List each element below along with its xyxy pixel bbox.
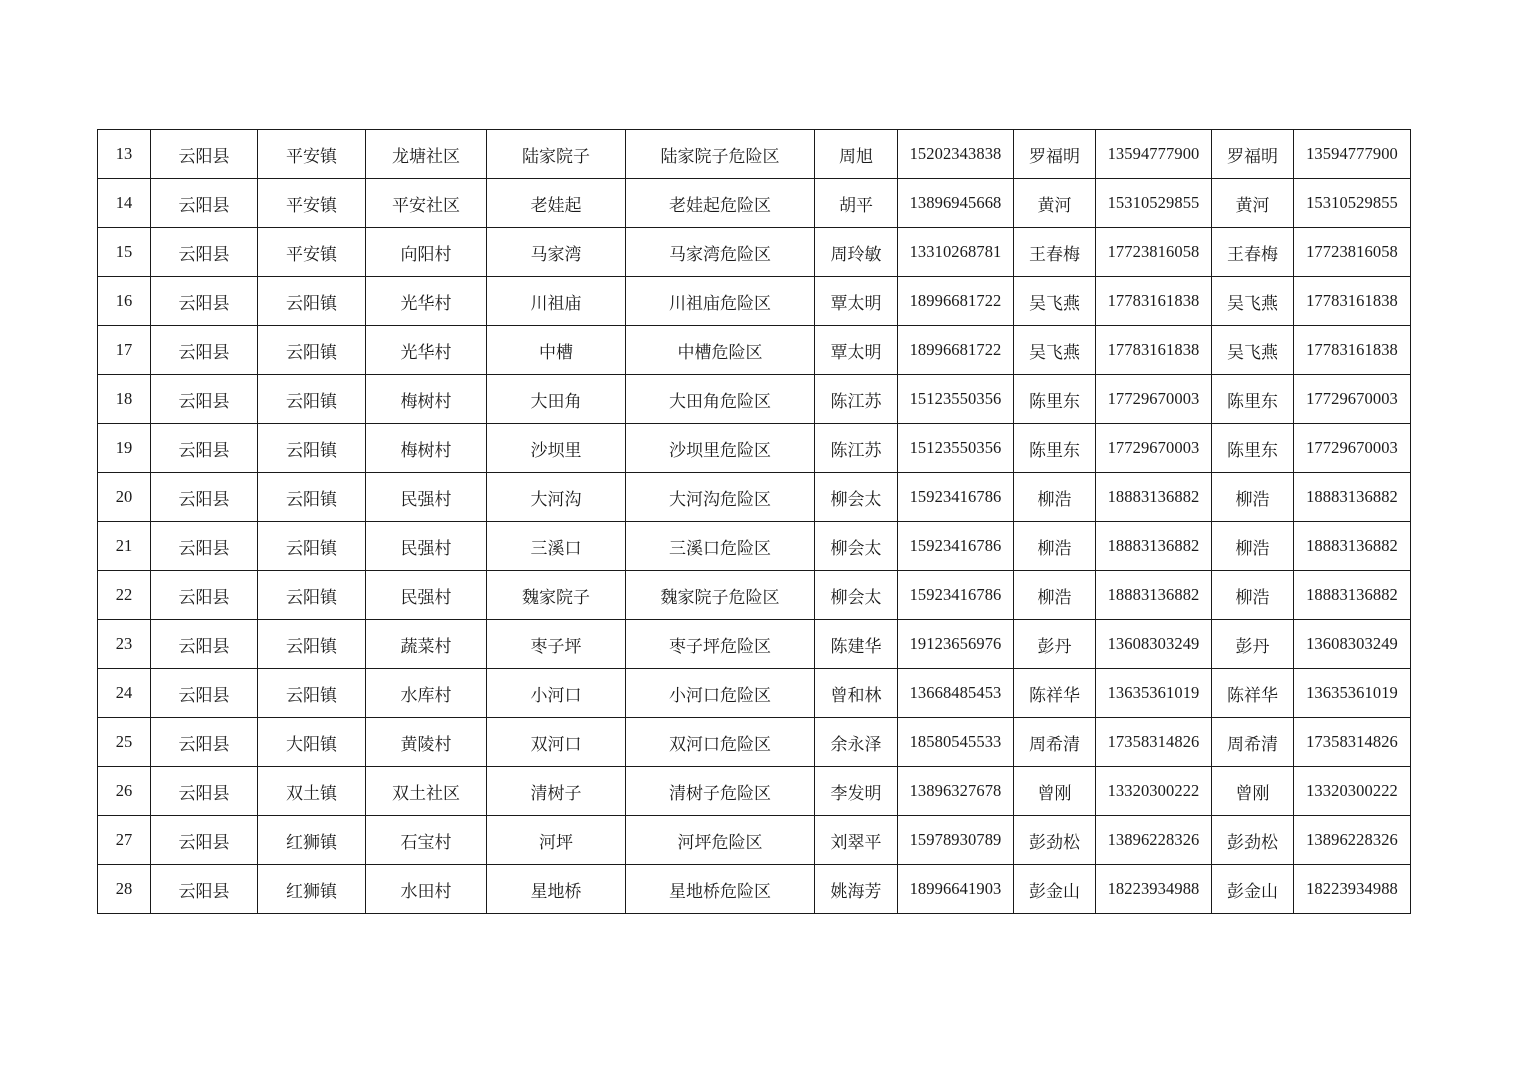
cell-contact-3: 彭劲松 bbox=[1212, 816, 1294, 865]
cell-contact-3: 彭金山 bbox=[1212, 865, 1294, 914]
table-row bbox=[98, 473, 1411, 522]
cell-village: 蔬菜村 bbox=[366, 620, 487, 669]
cell-county: 云阳县 bbox=[151, 277, 258, 326]
cell-village: 梅树村 bbox=[366, 375, 487, 424]
cell-village: 光华村 bbox=[366, 277, 487, 326]
cell-contact-2: 王春梅 bbox=[1014, 228, 1096, 277]
cell-town: 平安镇 bbox=[258, 228, 366, 277]
table-body bbox=[98, 130, 1411, 914]
cell-contact-2: 彭丹 bbox=[1014, 620, 1096, 669]
cell-county: 云阳县 bbox=[151, 375, 258, 424]
cell-danger-zone: 老娃起危险区 bbox=[626, 179, 815, 228]
cell-location: 小河口 bbox=[487, 669, 626, 718]
cell-contact-2: 柳浩 bbox=[1014, 571, 1096, 620]
cell-contact-1: 刘翠平 bbox=[815, 816, 898, 865]
cell-contact-2: 陈祥华 bbox=[1014, 669, 1096, 718]
cell-phone-3: 13896228326 bbox=[1294, 816, 1411, 865]
cell-danger-zone: 双河口危险区 bbox=[626, 718, 815, 767]
table-row bbox=[98, 375, 1411, 424]
cell-danger-zone: 星地桥危险区 bbox=[626, 865, 815, 914]
cell-phone-2: 13594777900 bbox=[1096, 130, 1212, 179]
table-row bbox=[98, 522, 1411, 571]
cell-village: 民强村 bbox=[366, 571, 487, 620]
cell-phone-3: 13635361019 bbox=[1294, 669, 1411, 718]
table-row bbox=[98, 767, 1411, 816]
cell-town: 大阳镇 bbox=[258, 718, 366, 767]
cell-phone-1: 15923416786 bbox=[898, 571, 1014, 620]
cell-village: 水田村 bbox=[366, 865, 487, 914]
cell-contact-2: 柳浩 bbox=[1014, 473, 1096, 522]
cell-index: 25 bbox=[98, 718, 151, 767]
cell-phone-3: 17729670003 bbox=[1294, 375, 1411, 424]
cell-danger-zone: 枣子坪危险区 bbox=[626, 620, 815, 669]
cell-phone-3: 18883136882 bbox=[1294, 473, 1411, 522]
cell-phone-3: 13594777900 bbox=[1294, 130, 1411, 179]
cell-phone-1: 18996681722 bbox=[898, 326, 1014, 375]
cell-contact-3: 陈里东 bbox=[1212, 375, 1294, 424]
cell-index: 20 bbox=[98, 473, 151, 522]
cell-contact-1: 曾和林 bbox=[815, 669, 898, 718]
cell-phone-2: 17783161838 bbox=[1096, 277, 1212, 326]
cell-village: 民强村 bbox=[366, 473, 487, 522]
cell-contact-1: 周玲敏 bbox=[815, 228, 898, 277]
cell-county: 云阳县 bbox=[151, 571, 258, 620]
cell-phone-3: 17358314826 bbox=[1294, 718, 1411, 767]
cell-phone-3: 17729670003 bbox=[1294, 424, 1411, 473]
cell-phone-3: 18883136882 bbox=[1294, 571, 1411, 620]
cell-county: 云阳县 bbox=[151, 326, 258, 375]
cell-contact-2: 柳浩 bbox=[1014, 522, 1096, 571]
cell-town: 云阳镇 bbox=[258, 473, 366, 522]
cell-county: 云阳县 bbox=[151, 130, 258, 179]
cell-danger-zone: 三溪口危险区 bbox=[626, 522, 815, 571]
cell-phone-2: 13896228326 bbox=[1096, 816, 1212, 865]
cell-phone-3: 13320300222 bbox=[1294, 767, 1411, 816]
cell-town: 红狮镇 bbox=[258, 816, 366, 865]
cell-phone-2: 18883136882 bbox=[1096, 473, 1212, 522]
cell-contact-2: 周希清 bbox=[1014, 718, 1096, 767]
cell-danger-zone: 沙坝里危险区 bbox=[626, 424, 815, 473]
cell-village: 梅树村 bbox=[366, 424, 487, 473]
cell-danger-zone: 大河沟危险区 bbox=[626, 473, 815, 522]
cell-contact-2: 吴飞燕 bbox=[1014, 277, 1096, 326]
cell-contact-3: 曾刚 bbox=[1212, 767, 1294, 816]
cell-town: 云阳镇 bbox=[258, 326, 366, 375]
table-row bbox=[98, 228, 1411, 277]
cell-contact-1: 陈江苏 bbox=[815, 424, 898, 473]
cell-phone-1: 15923416786 bbox=[898, 522, 1014, 571]
cell-index: 19 bbox=[98, 424, 151, 473]
cell-danger-zone: 马家湾危险区 bbox=[626, 228, 815, 277]
table-row bbox=[98, 424, 1411, 473]
cell-county: 云阳县 bbox=[151, 865, 258, 914]
cell-location: 大河沟 bbox=[487, 473, 626, 522]
cell-contact-3: 吴飞燕 bbox=[1212, 326, 1294, 375]
cell-village: 黄陵村 bbox=[366, 718, 487, 767]
cell-town: 云阳镇 bbox=[258, 522, 366, 571]
cell-contact-1: 柳会太 bbox=[815, 571, 898, 620]
cell-danger-zone: 魏家院子危险区 bbox=[626, 571, 815, 620]
cell-location: 陆家院子 bbox=[487, 130, 626, 179]
cell-index: 17 bbox=[98, 326, 151, 375]
cell-phone-2: 18883136882 bbox=[1096, 571, 1212, 620]
table-row bbox=[98, 620, 1411, 669]
cell-index: 21 bbox=[98, 522, 151, 571]
cell-village: 向阳村 bbox=[366, 228, 487, 277]
cell-contact-2: 罗福明 bbox=[1014, 130, 1096, 179]
cell-contact-1: 姚海芳 bbox=[815, 865, 898, 914]
cell-village: 平安社区 bbox=[366, 179, 487, 228]
cell-danger-zone: 大田角危险区 bbox=[626, 375, 815, 424]
cell-contact-3: 罗福明 bbox=[1212, 130, 1294, 179]
cell-contact-2: 吴飞燕 bbox=[1014, 326, 1096, 375]
cell-location: 双河口 bbox=[487, 718, 626, 767]
cell-contact-3: 陈祥华 bbox=[1212, 669, 1294, 718]
cell-county: 云阳县 bbox=[151, 718, 258, 767]
cell-town: 云阳镇 bbox=[258, 620, 366, 669]
cell-index: 14 bbox=[98, 179, 151, 228]
cell-contact-2: 彭金山 bbox=[1014, 865, 1096, 914]
cell-index: 24 bbox=[98, 669, 151, 718]
cell-contact-3: 周希清 bbox=[1212, 718, 1294, 767]
cell-county: 云阳县 bbox=[151, 669, 258, 718]
table-row bbox=[98, 130, 1411, 179]
cell-contact-3: 黄河 bbox=[1212, 179, 1294, 228]
cell-phone-1: 13896945668 bbox=[898, 179, 1014, 228]
cell-index: 15 bbox=[98, 228, 151, 277]
cell-location: 枣子坪 bbox=[487, 620, 626, 669]
cell-phone-2: 17729670003 bbox=[1096, 375, 1212, 424]
cell-village: 石宝村 bbox=[366, 816, 487, 865]
table-row bbox=[98, 816, 1411, 865]
cell-location: 老娃起 bbox=[487, 179, 626, 228]
cell-index: 23 bbox=[98, 620, 151, 669]
cell-town: 云阳镇 bbox=[258, 375, 366, 424]
cell-location: 沙坝里 bbox=[487, 424, 626, 473]
cell-phone-1: 18996681722 bbox=[898, 277, 1014, 326]
cell-index: 13 bbox=[98, 130, 151, 179]
cell-phone-1: 15978930789 bbox=[898, 816, 1014, 865]
cell-contact-2: 黄河 bbox=[1014, 179, 1096, 228]
cell-town: 云阳镇 bbox=[258, 424, 366, 473]
cell-index: 22 bbox=[98, 571, 151, 620]
cell-location: 马家湾 bbox=[487, 228, 626, 277]
cell-contact-1: 周旭 bbox=[815, 130, 898, 179]
cell-town: 平安镇 bbox=[258, 130, 366, 179]
table-row bbox=[98, 326, 1411, 375]
cell-contact-3: 柳浩 bbox=[1212, 522, 1294, 571]
cell-phone-3: 17723816058 bbox=[1294, 228, 1411, 277]
cell-index: 27 bbox=[98, 816, 151, 865]
cell-phone-1: 18580545533 bbox=[898, 718, 1014, 767]
cell-location: 河坪 bbox=[487, 816, 626, 865]
cell-phone-2: 13608303249 bbox=[1096, 620, 1212, 669]
cell-phone-3: 18223934988 bbox=[1294, 865, 1411, 914]
cell-phone-1: 15202343838 bbox=[898, 130, 1014, 179]
cell-phone-2: 18223934988 bbox=[1096, 865, 1212, 914]
cell-contact-3: 陈里东 bbox=[1212, 424, 1294, 473]
cell-phone-3: 18883136882 bbox=[1294, 522, 1411, 571]
cell-phone-1: 18996641903 bbox=[898, 865, 1014, 914]
cell-danger-zone: 清树子危险区 bbox=[626, 767, 815, 816]
cell-county: 云阳县 bbox=[151, 179, 258, 228]
cell-contact-1: 余永泽 bbox=[815, 718, 898, 767]
cell-town: 云阳镇 bbox=[258, 571, 366, 620]
cell-contact-1: 覃太明 bbox=[815, 277, 898, 326]
cell-phone-2: 17358314826 bbox=[1096, 718, 1212, 767]
cell-contact-2: 曾刚 bbox=[1014, 767, 1096, 816]
cell-contact-1: 陈江苏 bbox=[815, 375, 898, 424]
cell-village: 龙塘社区 bbox=[366, 130, 487, 179]
cell-phone-2: 17729670003 bbox=[1096, 424, 1212, 473]
cell-town: 红狮镇 bbox=[258, 865, 366, 914]
cell-location: 三溪口 bbox=[487, 522, 626, 571]
cell-county: 云阳县 bbox=[151, 424, 258, 473]
cell-phone-2: 13635361019 bbox=[1096, 669, 1212, 718]
cell-phone-1: 19123656976 bbox=[898, 620, 1014, 669]
cell-contact-3: 柳浩 bbox=[1212, 473, 1294, 522]
cell-danger-zone: 陆家院子危险区 bbox=[626, 130, 815, 179]
cell-contact-1: 李发明 bbox=[815, 767, 898, 816]
cell-county: 云阳县 bbox=[151, 620, 258, 669]
cell-contact-1: 柳会太 bbox=[815, 522, 898, 571]
cell-contact-1: 陈建华 bbox=[815, 620, 898, 669]
cell-danger-zone: 小河口危险区 bbox=[626, 669, 815, 718]
table-row bbox=[98, 718, 1411, 767]
cell-county: 云阳县 bbox=[151, 522, 258, 571]
cell-index: 28 bbox=[98, 865, 151, 914]
cell-contact-2: 陈里东 bbox=[1014, 424, 1096, 473]
cell-phone-1: 15123550356 bbox=[898, 424, 1014, 473]
table-row bbox=[98, 277, 1411, 326]
cell-contact-1: 柳会太 bbox=[815, 473, 898, 522]
table-row bbox=[98, 179, 1411, 228]
cell-contact-3: 柳浩 bbox=[1212, 571, 1294, 620]
cell-phone-2: 18883136882 bbox=[1096, 522, 1212, 571]
table-row bbox=[98, 571, 1411, 620]
cell-location: 清树子 bbox=[487, 767, 626, 816]
cell-phone-2: 17783161838 bbox=[1096, 326, 1212, 375]
cell-phone-2: 15310529855 bbox=[1096, 179, 1212, 228]
cell-town: 双土镇 bbox=[258, 767, 366, 816]
cell-phone-1: 13896327678 bbox=[898, 767, 1014, 816]
cell-village: 双土社区 bbox=[366, 767, 487, 816]
table-row bbox=[98, 669, 1411, 718]
cell-town: 平安镇 bbox=[258, 179, 366, 228]
cell-index: 26 bbox=[98, 767, 151, 816]
cell-phone-3: 13608303249 bbox=[1294, 620, 1411, 669]
cell-county: 云阳县 bbox=[151, 767, 258, 816]
cell-index: 18 bbox=[98, 375, 151, 424]
cell-village: 民强村 bbox=[366, 522, 487, 571]
cell-location: 魏家院子 bbox=[487, 571, 626, 620]
cell-contact-3: 彭丹 bbox=[1212, 620, 1294, 669]
cell-danger-zone: 河坪危险区 bbox=[626, 816, 815, 865]
cell-phone-3: 17783161838 bbox=[1294, 326, 1411, 375]
cell-phone-1: 15123550356 bbox=[898, 375, 1014, 424]
cell-contact-3: 吴飞燕 bbox=[1212, 277, 1294, 326]
data-table bbox=[97, 129, 1411, 914]
cell-phone-2: 13320300222 bbox=[1096, 767, 1212, 816]
cell-phone-1: 13668485453 bbox=[898, 669, 1014, 718]
cell-town: 云阳镇 bbox=[258, 277, 366, 326]
cell-index: 16 bbox=[98, 277, 151, 326]
cell-county: 云阳县 bbox=[151, 473, 258, 522]
cell-contact-1: 覃太明 bbox=[815, 326, 898, 375]
cell-phone-1: 15923416786 bbox=[898, 473, 1014, 522]
cell-contact-1: 胡平 bbox=[815, 179, 898, 228]
cell-county: 云阳县 bbox=[151, 816, 258, 865]
cell-village: 光华村 bbox=[366, 326, 487, 375]
cell-danger-zone: 川祖庙危险区 bbox=[626, 277, 815, 326]
cell-contact-3: 王春梅 bbox=[1212, 228, 1294, 277]
cell-phone-3: 17783161838 bbox=[1294, 277, 1411, 326]
cell-location: 大田角 bbox=[487, 375, 626, 424]
cell-location: 中槽 bbox=[487, 326, 626, 375]
table-row bbox=[98, 865, 1411, 914]
cell-danger-zone: 中槽危险区 bbox=[626, 326, 815, 375]
cell-location: 星地桥 bbox=[487, 865, 626, 914]
cell-village: 水库村 bbox=[366, 669, 487, 718]
cell-contact-2: 陈里东 bbox=[1014, 375, 1096, 424]
cell-location: 川祖庙 bbox=[487, 277, 626, 326]
cell-phone-1: 13310268781 bbox=[898, 228, 1014, 277]
cell-phone-3: 15310529855 bbox=[1294, 179, 1411, 228]
cell-county: 云阳县 bbox=[151, 228, 258, 277]
cell-contact-2: 彭劲松 bbox=[1014, 816, 1096, 865]
cell-town: 云阳镇 bbox=[258, 669, 366, 718]
cell-phone-2: 17723816058 bbox=[1096, 228, 1212, 277]
